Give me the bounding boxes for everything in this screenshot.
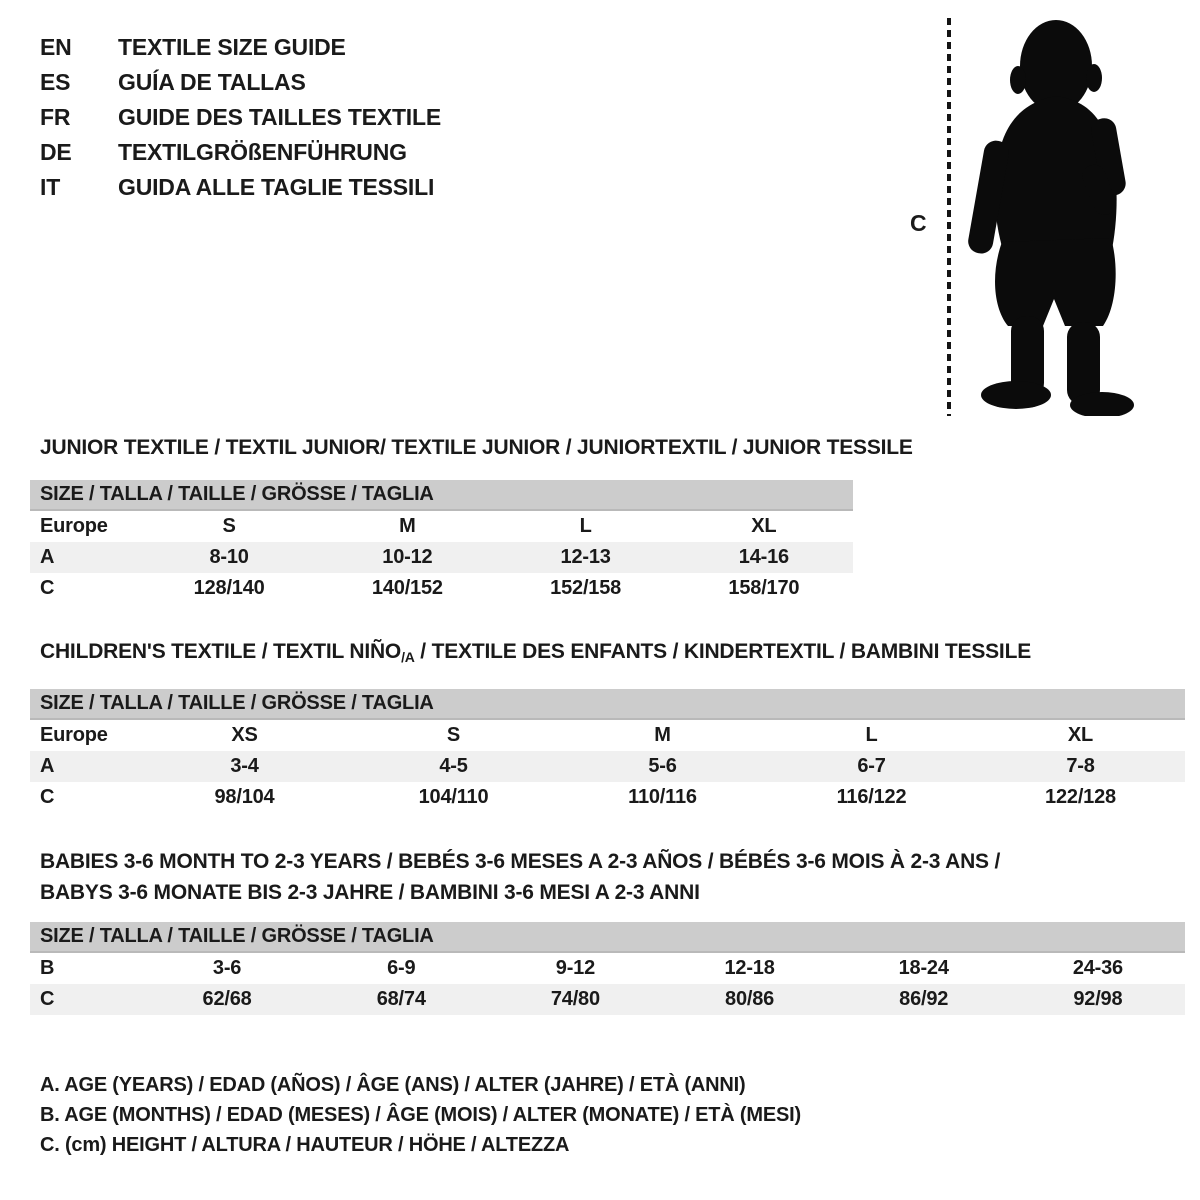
- cell: 116/122: [836, 786, 907, 808]
- lang-label-de: TEXTILGRÖßENFÜHRUNG: [118, 139, 407, 165]
- legend-line-b: B. AGE (MONTHS) / EDAD (MESES) / ÂGE (MOIS) / ALTER (MONATE) / ETÀ (MESI): [40, 1104, 801, 1126]
- cell: 110/116: [628, 786, 697, 808]
- table-row: [30, 751, 1185, 782]
- children-title-main: CHILDREN'S TEXTILE / TEXTIL NIÑO: [40, 640, 402, 663]
- cell: 98/104: [214, 786, 275, 808]
- lang-row-en: [40, 30, 441, 65]
- cell: 158/170: [728, 577, 800, 599]
- table-row: [30, 573, 853, 604]
- cell: 10-12: [382, 546, 433, 568]
- cell: M: [654, 724, 671, 746]
- cell: 86/92: [899, 988, 949, 1010]
- lang-label-en: TEXTILE SIZE GUIDE: [118, 34, 346, 60]
- cell: 104/110: [418, 786, 489, 808]
- row-label: B: [40, 957, 55, 979]
- cell: L: [579, 515, 592, 537]
- lang-label-es: GUÍA DE TALLAS: [118, 69, 306, 95]
- row-label: A: [40, 546, 55, 568]
- lang-row-fr: [40, 100, 441, 135]
- cell: 12-18: [724, 957, 775, 979]
- cell: 3-4: [230, 755, 259, 777]
- lang-row-es: [40, 65, 441, 100]
- cell: 8-10: [209, 546, 249, 568]
- table-row: [30, 952, 1185, 984]
- lang-code-it: IT: [40, 174, 61, 200]
- language-title-block: [40, 30, 441, 205]
- cell: 3-6: [212, 957, 242, 979]
- cell: 80/86: [725, 988, 775, 1010]
- lang-code-en: EN: [40, 34, 72, 60]
- row-label: Europe: [40, 515, 108, 537]
- cell: 7-8: [1066, 755, 1095, 777]
- children-size-table-wrap: [30, 689, 1185, 813]
- cell: 4-5: [439, 755, 468, 777]
- row-label: C: [40, 577, 55, 599]
- table-row: [30, 719, 1185, 751]
- children-size-table: [30, 689, 1185, 813]
- junior-size-table: [30, 480, 853, 604]
- table-row: [30, 984, 1185, 1015]
- cell: XL: [751, 515, 777, 537]
- table-row: [30, 782, 1185, 813]
- cell: 140/152: [371, 577, 443, 599]
- babies-size-table: [30, 922, 1185, 1015]
- cell: 122/128: [1045, 786, 1116, 808]
- babies-section-title-line1: BABIES 3-6 MONTH TO 2-3 YEARS / BEBÉS 3-6 MESES A 2-3 AÑOS / BÉBÉS 3-6 MOIS À 2-3 ANS /: [40, 850, 1001, 873]
- babies-table-header: SIZE / TALLA / TAILLE / GRÖSSE / TAGLIA: [30, 922, 1185, 952]
- children-title-rest: / TEXTILE DES ENFANTS / KINDERTEXTIL / BAMBINI TESSILE: [414, 640, 1032, 663]
- row-label: C: [40, 786, 55, 808]
- cell: 152/158: [550, 577, 622, 599]
- height-measure-label: C: [910, 210, 927, 236]
- legend-line-a: A. AGE (YEARS) / EDAD (AÑOS) / ÂGE (ANS) / ALTER (JAHRE) / ETÀ (ANNI): [40, 1074, 746, 1096]
- lang-row-it: [40, 170, 441, 205]
- table-row: [30, 542, 853, 573]
- row-label: Europe: [40, 724, 108, 746]
- cell: S: [446, 724, 461, 746]
- cell: 12-13: [560, 546, 611, 568]
- cell: XS: [231, 724, 258, 746]
- cell: 6-9: [387, 957, 416, 979]
- cell: M: [399, 515, 416, 537]
- toddler-silhouette-icon: [964, 16, 1139, 416]
- cell: S: [222, 515, 236, 537]
- cell: 128/140: [193, 577, 265, 599]
- cell: 74/80: [550, 988, 600, 1010]
- cell: XL: [1067, 724, 1094, 746]
- lang-label-fr: GUIDE DES TAILLES TEXTILE: [118, 104, 441, 130]
- height-figure: [900, 0, 1200, 430]
- cell: 92/98: [1073, 988, 1123, 1010]
- lang-code-de: DE: [40, 139, 72, 165]
- children-table-header: SIZE / TALLA / TAILLE / GRÖSSE / TAGLIA: [30, 689, 1185, 719]
- legend-line-c: C. (cm) HEIGHT / ALTURA / HAUTEUR / HÖHE / ALTEZZA: [40, 1134, 570, 1156]
- height-dashed-line: [947, 18, 951, 416]
- table-row: [30, 510, 853, 542]
- cell: 9-12: [555, 957, 595, 979]
- row-label: C: [40, 988, 55, 1010]
- junior-size-table-wrap: [30, 480, 853, 604]
- cell: 14-16: [738, 546, 789, 568]
- babies-section-title-line2: BABYS 3-6 MONATE BIS 2-3 JAHRE / BAMBINI 3-6 MESI A 2-3 ANNI: [40, 881, 700, 904]
- cell: 24-36: [1072, 957, 1123, 979]
- cell: L: [865, 724, 878, 746]
- junior-section-title: JUNIOR TEXTILE / TEXTIL JUNIOR/ TEXTILE JUNIOR / JUNIORTEXTIL / JUNIOR TESSILE: [40, 436, 913, 459]
- cell: 68/74: [376, 988, 426, 1010]
- lang-code-es: ES: [40, 69, 71, 95]
- cell: 6-7: [857, 755, 886, 777]
- children-title-subscript: /A: [401, 649, 415, 665]
- lang-label-it: GUIDA ALLE TAGLIE TESSILI: [118, 174, 435, 200]
- cell: 18-24: [898, 957, 949, 979]
- lang-code-fr: FR: [40, 104, 71, 130]
- lang-row-de: [40, 135, 441, 170]
- measurement-legend: [40, 1070, 801, 1160]
- babies-size-table-wrap: [30, 922, 1185, 1015]
- row-label: A: [40, 755, 55, 777]
- cell: 5-6: [648, 755, 677, 777]
- children-section-title: [40, 640, 1031, 665]
- cell: 62/68: [202, 988, 252, 1010]
- junior-table-header: SIZE / TALLA / TAILLE / GRÖSSE / TAGLIA: [30, 480, 853, 510]
